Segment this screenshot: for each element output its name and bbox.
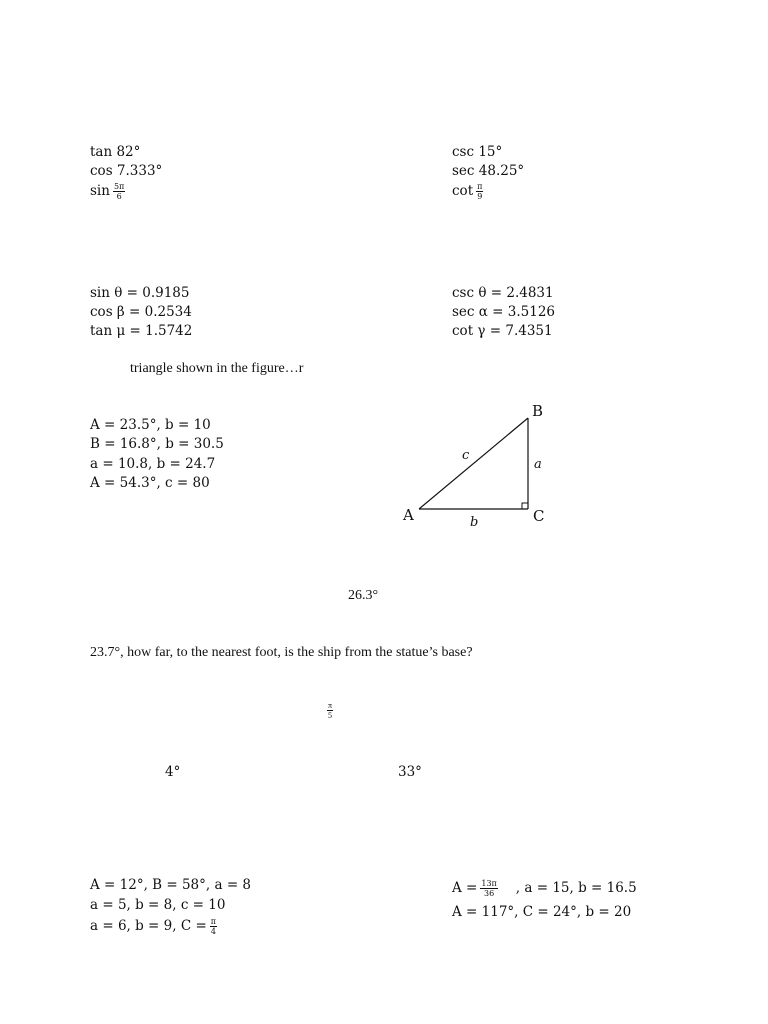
fraction-numerator: 5π — [113, 182, 125, 191]
g3-left-2: a = 5, b = 8, c = 10 — [90, 897, 226, 913]
g2-right-2: sec α = 3.5126 — [452, 304, 556, 320]
g1-right-1: csc 15° — [452, 144, 503, 160]
side-label-a: a — [534, 457, 542, 472]
g1-left-1: tan 82° — [90, 144, 141, 160]
vertex-label-B: B — [532, 402, 544, 420]
g3-right-1-post: , a = 15, b = 16.5 — [515, 880, 637, 896]
fraction-denominator: 6 — [116, 192, 122, 201]
g2-left-3: tan μ = 1.5742 — [90, 323, 193, 339]
g1-right-3-func: cot — [452, 183, 474, 199]
g3-right-1-pre: A = — [452, 880, 478, 896]
g2-left-1: sin θ = 0.9185 — [90, 285, 190, 301]
fraction — [327, 701, 333, 720]
fraction-numerator: π — [477, 182, 483, 191]
g2-right-3: cot γ = 7.4351 — [452, 323, 553, 339]
fraction — [476, 182, 483, 201]
angle-26-3: 26.3° — [348, 588, 379, 603]
g2-left-2: cos β = 0.2534 — [90, 304, 192, 320]
side-label-b: b — [470, 515, 479, 530]
pi-over-5 — [324, 701, 333, 720]
fraction-numerator: π — [210, 917, 217, 926]
g3-right-2: A = 117°, C = 24°, b = 20 — [452, 904, 632, 920]
g1-right-3 — [452, 182, 483, 201]
fraction — [480, 879, 497, 898]
g3-left-1: A = 12°, B = 58°, a = 8 — [90, 877, 252, 893]
fraction — [113, 182, 125, 201]
angle-4: 4° — [165, 764, 181, 780]
triangle-item-1: A = 23.5°, b = 10 — [90, 417, 211, 433]
ship-question-text: 23.7°, how far, to the nearest foot, is the ship from the statue’s base? — [90, 645, 473, 660]
vertex-label-C: C — [533, 507, 545, 525]
triangle-intro-text: triangle shown in the figure…r — [130, 361, 304, 376]
vertex-label-A: A — [403, 506, 414, 524]
right-triangle-figure — [395, 398, 555, 530]
fraction-denominator: 4 — [210, 927, 216, 936]
g1-left-3-func: sin — [90, 183, 110, 199]
fraction-numerator: π — [328, 701, 333, 710]
g3-right-1 — [452, 879, 637, 898]
fraction-numerator: 13π — [481, 879, 497, 888]
triangle-item-4: A = 54.3°, c = 80 — [90, 475, 210, 491]
g3-left-3 — [90, 917, 217, 936]
fraction-denominator: 5 — [328, 711, 333, 720]
side-label-c: c — [462, 448, 470, 463]
right-angle-marker — [522, 503, 528, 509]
triangle-item-3: a = 10.8, b = 24.7 — [90, 456, 216, 472]
g3-left-3-text: a = 6, b = 9, C = — [90, 918, 207, 934]
g1-left-3 — [90, 182, 125, 201]
triangle-item-2: B = 16.8°, b = 30.5 — [90, 436, 224, 452]
fraction-denominator: 36 — [483, 889, 495, 898]
side-c — [419, 418, 528, 509]
g2-right-1: csc θ = 2.4831 — [452, 285, 554, 301]
fraction — [210, 917, 217, 936]
angle-33: 33° — [398, 764, 422, 780]
g1-left-2: cos 7.333° — [90, 163, 163, 179]
fraction-denominator: 9 — [477, 192, 483, 201]
g1-right-2: sec 48.25° — [452, 163, 525, 179]
